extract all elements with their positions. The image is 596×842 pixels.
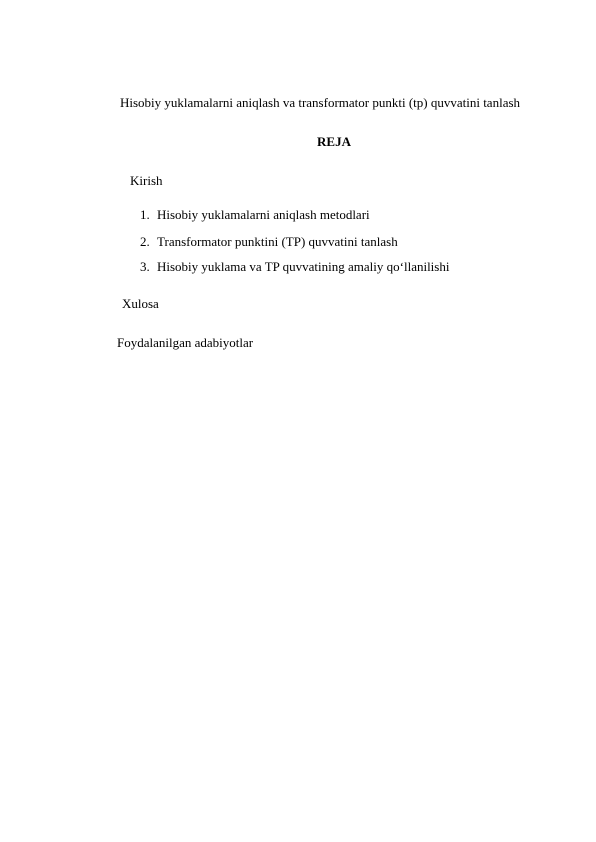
section-intro: Kirish [130,173,163,188]
section-conclusion: Xulosa [122,296,159,311]
list-item-number: 1. [140,207,150,222]
list-item-number: 3. [140,259,150,274]
list-item-number: 2. [140,234,150,249]
list-item [140,259,449,275]
list-item-text: Hisobiy yuklama va TP quvvatining amaliy qo‘llanilishi [157,259,450,274]
document-title: Hisobiy yuklamalarni aniqlash va transformator punkti (tp) quvvatini tanlash [120,95,521,110]
list-item-text: Transformator punktini (TP) quvvatini tanlash [157,234,398,249]
plan-heading: REJA [317,134,351,149]
list-item-text: Hisobiy yuklamalarni aniqlash metodlari [157,207,370,222]
section-references: Foydalanilgan adabiyotlar [117,335,254,350]
list-item [140,234,398,250]
list-item [140,207,370,223]
